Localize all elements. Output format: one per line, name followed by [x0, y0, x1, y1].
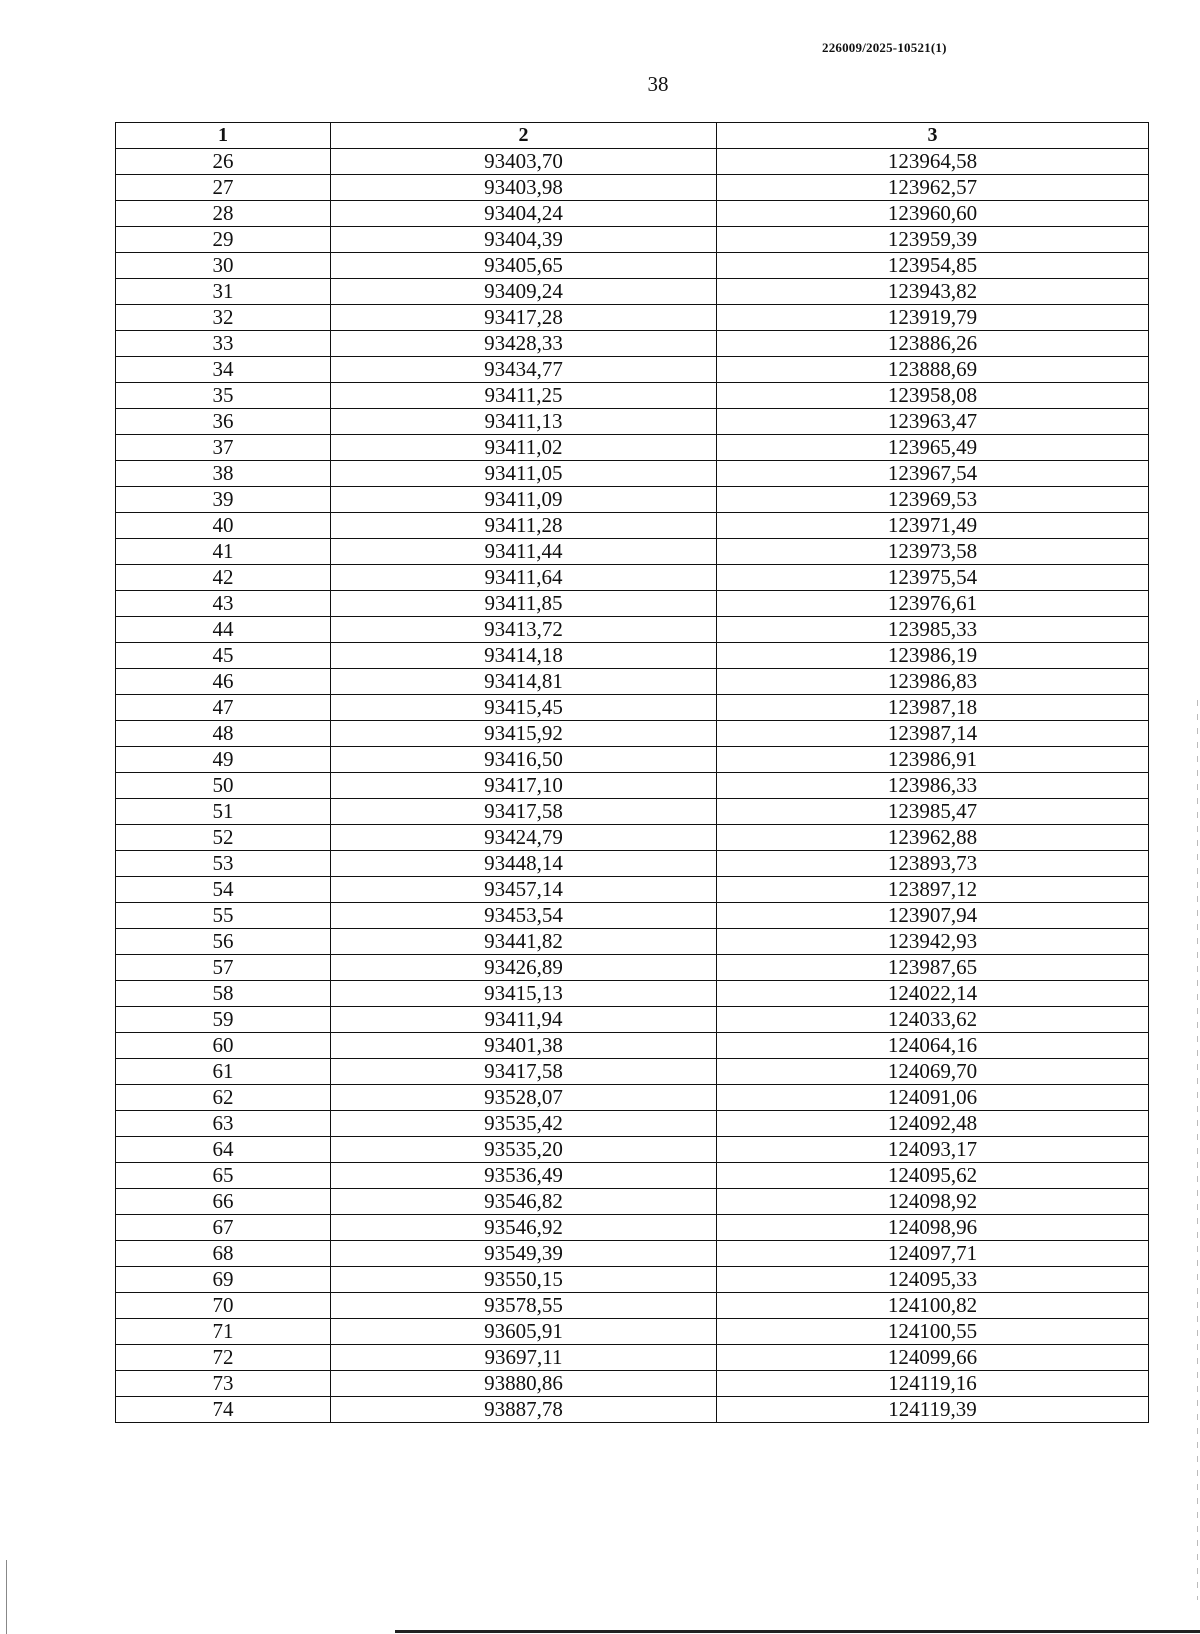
point-number-cell: 31 — [116, 279, 331, 305]
y-coordinate-cell: 123971,49 — [717, 513, 1149, 539]
point-number-cell: 47 — [116, 695, 331, 721]
x-coordinate-cell: 93404,24 — [331, 201, 717, 227]
point-number-cell: 39 — [116, 487, 331, 513]
x-coordinate-cell: 93578,55 — [331, 1293, 717, 1319]
x-coordinate-cell: 93411,85 — [331, 591, 717, 617]
table-row — [116, 227, 1149, 253]
x-coordinate-cell: 93528,07 — [331, 1085, 717, 1111]
y-coordinate-cell: 123962,57 — [717, 175, 1149, 201]
table-row — [116, 461, 1149, 487]
point-number-cell: 58 — [116, 981, 331, 1007]
x-coordinate-cell: 93415,13 — [331, 981, 717, 1007]
y-coordinate-cell: 123976,61 — [717, 591, 1149, 617]
x-coordinate-cell: 93401,38 — [331, 1033, 717, 1059]
table-row — [116, 175, 1149, 201]
point-number-cell: 64 — [116, 1137, 331, 1163]
table-row — [116, 1371, 1149, 1397]
point-number-cell: 35 — [116, 383, 331, 409]
table-row — [116, 1111, 1149, 1137]
table-row — [116, 643, 1149, 669]
point-number-cell: 45 — [116, 643, 331, 669]
y-coordinate-cell: 124097,71 — [717, 1241, 1149, 1267]
point-number-cell: 69 — [116, 1267, 331, 1293]
table-row — [116, 1085, 1149, 1111]
table-row — [116, 799, 1149, 825]
x-coordinate-cell: 93415,45 — [331, 695, 717, 721]
x-coordinate-cell: 93546,92 — [331, 1215, 717, 1241]
y-coordinate-cell: 123963,47 — [717, 409, 1149, 435]
point-number-cell: 67 — [116, 1215, 331, 1241]
table-row — [116, 565, 1149, 591]
y-coordinate-cell: 124095,62 — [717, 1163, 1149, 1189]
y-coordinate-cell: 124095,33 — [717, 1267, 1149, 1293]
x-coordinate-cell: 93414,18 — [331, 643, 717, 669]
point-number-cell: 50 — [116, 773, 331, 799]
y-coordinate-cell: 124091,06 — [717, 1085, 1149, 1111]
table-row — [116, 331, 1149, 357]
y-coordinate-cell: 124119,39 — [717, 1397, 1149, 1423]
x-coordinate-cell: 93417,28 — [331, 305, 717, 331]
point-number-cell: 43 — [116, 591, 331, 617]
y-coordinate-cell: 124100,55 — [717, 1319, 1149, 1345]
point-number-cell: 40 — [116, 513, 331, 539]
table-row — [116, 201, 1149, 227]
x-coordinate-cell: 93417,58 — [331, 799, 717, 825]
table-row — [116, 1319, 1149, 1345]
x-coordinate-cell: 93411,44 — [331, 539, 717, 565]
point-number-cell: 57 — [116, 955, 331, 981]
x-coordinate-cell: 93411,64 — [331, 565, 717, 591]
table-row — [116, 383, 1149, 409]
point-number-cell: 52 — [116, 825, 331, 851]
point-number-cell: 44 — [116, 617, 331, 643]
point-number-cell: 54 — [116, 877, 331, 903]
x-coordinate-cell: 93417,58 — [331, 1059, 717, 1085]
point-number-cell: 73 — [116, 1371, 331, 1397]
point-number-cell: 26 — [116, 149, 331, 175]
table-body — [116, 149, 1149, 1423]
x-coordinate-cell: 93441,82 — [331, 929, 717, 955]
table-row — [116, 669, 1149, 695]
x-coordinate-cell: 93411,28 — [331, 513, 717, 539]
x-coordinate-cell: 93428,33 — [331, 331, 717, 357]
y-coordinate-cell: 124093,17 — [717, 1137, 1149, 1163]
scan-edge-mark — [1197, 700, 1198, 1600]
y-coordinate-cell: 123987,65 — [717, 955, 1149, 981]
x-coordinate-cell: 93405,65 — [331, 253, 717, 279]
x-coordinate-cell: 93411,13 — [331, 409, 717, 435]
y-coordinate-cell: 124119,16 — [717, 1371, 1149, 1397]
x-coordinate-cell: 93457,14 — [331, 877, 717, 903]
table-row — [116, 617, 1149, 643]
table-row — [116, 773, 1149, 799]
x-coordinate-cell: 93417,10 — [331, 773, 717, 799]
table-row — [116, 409, 1149, 435]
x-coordinate-cell: 93424,79 — [331, 825, 717, 851]
table-row — [116, 695, 1149, 721]
x-coordinate-cell: 93697,11 — [331, 1345, 717, 1371]
x-coordinate-cell: 93411,25 — [331, 383, 717, 409]
y-coordinate-cell: 123964,58 — [717, 149, 1149, 175]
y-coordinate-cell: 123886,26 — [717, 331, 1149, 357]
point-number-cell: 34 — [116, 357, 331, 383]
point-number-cell: 49 — [116, 747, 331, 773]
y-coordinate-cell: 123960,60 — [717, 201, 1149, 227]
y-coordinate-cell: 123942,93 — [717, 929, 1149, 955]
point-number-cell: 53 — [116, 851, 331, 877]
table-row — [116, 825, 1149, 851]
table-row — [116, 1033, 1149, 1059]
table-row — [116, 981, 1149, 1007]
page-number: 38 — [647, 72, 669, 96]
table-row — [116, 747, 1149, 773]
scan-edge-mark — [6, 1560, 7, 1634]
x-coordinate-cell: 93411,09 — [331, 487, 717, 513]
table-row — [116, 1215, 1149, 1241]
point-number-cell: 46 — [116, 669, 331, 695]
x-coordinate-cell: 93411,94 — [331, 1007, 717, 1033]
x-coordinate-cell: 93411,02 — [331, 435, 717, 461]
point-number-cell: 59 — [116, 1007, 331, 1033]
y-coordinate-cell: 124064,16 — [717, 1033, 1149, 1059]
scan-edge-line — [395, 1630, 1200, 1633]
table-row — [116, 1241, 1149, 1267]
x-coordinate-cell: 93434,77 — [331, 357, 717, 383]
y-coordinate-cell: 124098,92 — [717, 1189, 1149, 1215]
x-coordinate-cell: 93409,24 — [331, 279, 717, 305]
table-row — [116, 279, 1149, 305]
table-header-row — [116, 123, 1149, 149]
y-coordinate-cell: 123907,94 — [717, 903, 1149, 929]
table-row — [116, 1163, 1149, 1189]
y-coordinate-cell: 123986,33 — [717, 773, 1149, 799]
y-coordinate-cell: 123967,54 — [717, 461, 1149, 487]
y-coordinate-cell: 124092,48 — [717, 1111, 1149, 1137]
x-coordinate-cell: 93453,54 — [331, 903, 717, 929]
y-coordinate-cell: 124099,66 — [717, 1345, 1149, 1371]
point-number-cell: 38 — [116, 461, 331, 487]
point-number-cell: 36 — [116, 409, 331, 435]
x-coordinate-cell: 93887,78 — [331, 1397, 717, 1423]
point-number-cell: 65 — [116, 1163, 331, 1189]
table-row — [116, 929, 1149, 955]
x-coordinate-cell: 93549,39 — [331, 1241, 717, 1267]
x-coordinate-cell: 93403,70 — [331, 149, 717, 175]
point-number-cell: 56 — [116, 929, 331, 955]
y-coordinate-cell: 124098,96 — [717, 1215, 1149, 1241]
y-coordinate-cell: 123962,88 — [717, 825, 1149, 851]
x-coordinate-cell: 93536,49 — [331, 1163, 717, 1189]
column-header-2: 2 — [331, 123, 717, 149]
table-row — [116, 513, 1149, 539]
x-coordinate-cell: 93415,92 — [331, 721, 717, 747]
point-number-cell: 70 — [116, 1293, 331, 1319]
point-number-cell: 27 — [116, 175, 331, 201]
y-coordinate-cell: 124069,70 — [717, 1059, 1149, 1085]
table-row — [116, 1189, 1149, 1215]
table-row — [116, 539, 1149, 565]
y-coordinate-cell: 123985,47 — [717, 799, 1149, 825]
point-number-cell: 42 — [116, 565, 331, 591]
y-coordinate-cell: 123986,83 — [717, 669, 1149, 695]
point-number-cell: 66 — [116, 1189, 331, 1215]
y-coordinate-cell: 123888,69 — [717, 357, 1149, 383]
point-number-cell: 51 — [116, 799, 331, 825]
y-coordinate-cell: 123985,33 — [717, 617, 1149, 643]
point-number-cell: 62 — [116, 1085, 331, 1111]
point-number-cell: 41 — [116, 539, 331, 565]
y-coordinate-cell: 123954,85 — [717, 253, 1149, 279]
x-coordinate-cell: 93546,82 — [331, 1189, 717, 1215]
point-number-cell: 60 — [116, 1033, 331, 1059]
x-coordinate-cell: 93535,20 — [331, 1137, 717, 1163]
coordinates-table — [115, 122, 1149, 1423]
x-coordinate-cell: 93550,15 — [331, 1267, 717, 1293]
point-number-cell: 63 — [116, 1111, 331, 1137]
table-row — [116, 591, 1149, 617]
point-number-cell: 30 — [116, 253, 331, 279]
y-coordinate-cell: 123965,49 — [717, 435, 1149, 461]
y-coordinate-cell: 123987,18 — [717, 695, 1149, 721]
point-number-cell: 74 — [116, 1397, 331, 1423]
table-row — [116, 149, 1149, 175]
y-coordinate-cell: 124033,62 — [717, 1007, 1149, 1033]
table-row — [116, 903, 1149, 929]
x-coordinate-cell: 93411,05 — [331, 461, 717, 487]
document-id: 226009/2025-10521(1) — [822, 40, 947, 55]
x-coordinate-cell: 93535,42 — [331, 1111, 717, 1137]
point-number-cell: 68 — [116, 1241, 331, 1267]
table-row — [116, 253, 1149, 279]
table-row — [116, 1059, 1149, 1085]
point-number-cell: 37 — [116, 435, 331, 461]
table-row — [116, 1397, 1149, 1423]
table-row — [116, 1137, 1149, 1163]
point-number-cell: 48 — [116, 721, 331, 747]
point-number-cell: 61 — [116, 1059, 331, 1085]
x-coordinate-cell: 93414,81 — [331, 669, 717, 695]
table-row — [116, 877, 1149, 903]
x-coordinate-cell: 93880,86 — [331, 1371, 717, 1397]
point-number-cell: 32 — [116, 305, 331, 331]
point-number-cell: 28 — [116, 201, 331, 227]
y-coordinate-cell: 123986,19 — [717, 643, 1149, 669]
point-number-cell: 71 — [116, 1319, 331, 1345]
table-row — [116, 487, 1149, 513]
y-coordinate-cell: 123943,82 — [717, 279, 1149, 305]
table-row — [116, 955, 1149, 981]
x-coordinate-cell: 93605,91 — [331, 1319, 717, 1345]
point-number-cell: 29 — [116, 227, 331, 253]
point-number-cell: 72 — [116, 1345, 331, 1371]
column-header-3: 3 — [717, 123, 1149, 149]
y-coordinate-cell: 123969,53 — [717, 487, 1149, 513]
point-number-cell: 55 — [116, 903, 331, 929]
y-coordinate-cell: 123919,79 — [717, 305, 1149, 331]
table-row — [116, 851, 1149, 877]
x-coordinate-cell: 93448,14 — [331, 851, 717, 877]
y-coordinate-cell: 123987,14 — [717, 721, 1149, 747]
y-coordinate-cell: 124022,14 — [717, 981, 1149, 1007]
table-row — [116, 435, 1149, 461]
x-coordinate-cell: 93426,89 — [331, 955, 717, 981]
column-header-1: 1 — [116, 123, 331, 149]
y-coordinate-cell: 123973,58 — [717, 539, 1149, 565]
table-row — [116, 357, 1149, 383]
x-coordinate-cell: 93404,39 — [331, 227, 717, 253]
x-coordinate-cell: 93403,98 — [331, 175, 717, 201]
table-row — [116, 305, 1149, 331]
y-coordinate-cell: 123893,73 — [717, 851, 1149, 877]
table-row — [116, 1293, 1149, 1319]
point-number-cell: 33 — [116, 331, 331, 357]
y-coordinate-cell: 123897,12 — [717, 877, 1149, 903]
table-row — [116, 1267, 1149, 1293]
table-row — [116, 721, 1149, 747]
y-coordinate-cell: 124100,82 — [717, 1293, 1149, 1319]
y-coordinate-cell: 123986,91 — [717, 747, 1149, 773]
y-coordinate-cell: 123959,39 — [717, 227, 1149, 253]
table-row — [116, 1007, 1149, 1033]
y-coordinate-cell: 123958,08 — [717, 383, 1149, 409]
x-coordinate-cell: 93413,72 — [331, 617, 717, 643]
table-row — [116, 1345, 1149, 1371]
x-coordinate-cell: 93416,50 — [331, 747, 717, 773]
y-coordinate-cell: 123975,54 — [717, 565, 1149, 591]
